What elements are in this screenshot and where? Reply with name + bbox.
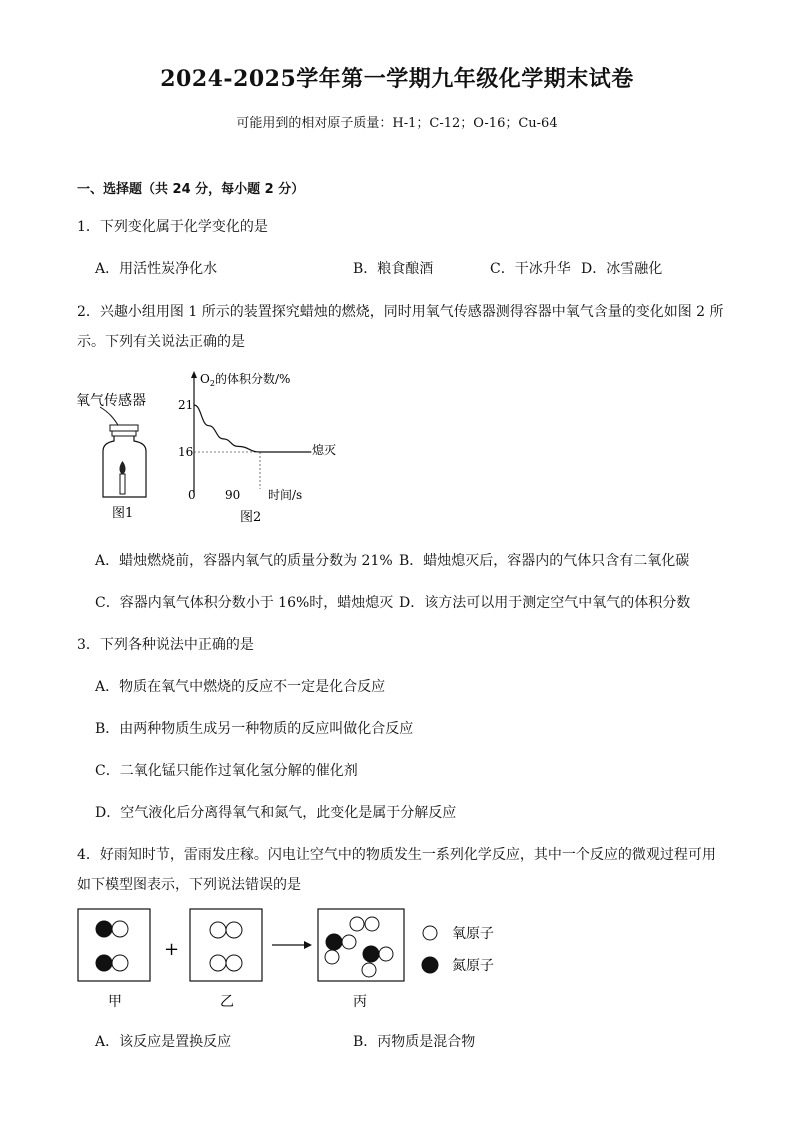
question-3-stem: 3．下列各种说法中正确的是: [77, 637, 254, 653]
question-4-option-a: A．该反应是置换反应: [95, 1034, 232, 1050]
page-subtitle: 可能用到的相对原子质量：H-1；C-12；O-16；Cu-64: [236, 116, 558, 131]
question-2-option-d: D．该方法可以用于测定空气中氧气的体积分数: [399, 595, 691, 611]
candle: [120, 474, 125, 494]
oxygen-atom-icon: [210, 955, 226, 971]
oxygen-atom-icon: [112, 955, 128, 971]
nitrogen-atom-icon: [96, 921, 112, 937]
box-yi: [190, 909, 262, 981]
curve-label-extinguished: 熄灭: [312, 443, 337, 457]
question-2-option-a: A．蜡烛燃烧前，容器内氧气的质量分数为 21%: [95, 553, 393, 569]
question-1-option-d: D．冰雪融化: [581, 261, 663, 277]
reaction-arrow-head: [304, 941, 312, 949]
y-axis-arrow: [191, 371, 197, 378]
legend-oxygen-label: 氧原子: [452, 926, 494, 942]
flame-icon: [119, 461, 125, 474]
legend-nitrogen-icon: [422, 957, 438, 973]
question-1-stem: 1．下列变化属于化学变化的是: [77, 219, 268, 235]
question-3-option-b: B．由两种物质生成另一种物质的反应叫做化合反应: [95, 721, 414, 737]
oxygen-atom-icon: [342, 935, 356, 949]
oxygen-atom-icon: [350, 917, 364, 931]
sensor-cap: [110, 425, 138, 431]
oxygen-atom-icon: [365, 917, 379, 931]
question-1-option-a: A．用活性炭净化水: [95, 261, 218, 277]
question-1-option-c: C．干冰升华: [490, 261, 571, 277]
y-tick-21: 21: [178, 398, 194, 412]
figure-2-caption: 图2: [240, 510, 262, 525]
question-2-stem-line1: 2．兴趣小组用图 1 所示的装置探究蜡烛的燃烧，同时用氧气传感器测得容器中氧气含量的变化如图 2 所: [77, 304, 724, 320]
question-3-option-d: D．空气液化后分离得氧气和氮气，此变化是属于分解反应: [95, 805, 457, 821]
nitrogen-atom-icon: [326, 934, 342, 950]
box-label-yi: 乙: [220, 994, 234, 1010]
oxygen-atom-icon: [226, 955, 242, 971]
x-tick-0: 0: [188, 488, 196, 502]
oxygen-atom-icon: [325, 950, 339, 964]
box-label-jia: 甲: [108, 994, 122, 1010]
question-1-option-b: B．粮食酿酒: [353, 261, 434, 277]
sensor-label: 氧气传感器: [76, 393, 146, 409]
oxygen-atom-icon: [210, 922, 226, 938]
nitrogen-atom-icon: [363, 946, 379, 962]
y-tick-16: 16: [178, 445, 194, 459]
question-4-stem-line1: 4．好雨知时节，雷雨发庄稼。闪电让空气中的物质发生一系列化学反应，其中一个反应的微观过程可用: [77, 847, 716, 863]
figure-1-apparatus: [70, 385, 170, 525]
legend-nitrogen-label: 氮原子: [452, 958, 494, 974]
bottle-neck: [112, 431, 136, 436]
y-axis-label: $O_2$的体积分数/%: [200, 372, 291, 388]
x-tick-90: 90: [225, 488, 241, 502]
section-heading: 一、选择题（共 24 分，每小题 2 分）: [77, 182, 305, 197]
plus-sign: +: [164, 939, 180, 960]
series-line-o2: [194, 405, 311, 452]
oxygen-atom-icon: [226, 922, 242, 938]
oxygen-atom-icon: [112, 921, 128, 937]
figure-1-caption: 图1: [112, 506, 134, 521]
box-label-bing: 丙: [353, 994, 367, 1010]
x-axis-label: 时间/s: [268, 488, 303, 502]
legend-oxygen-icon: [423, 926, 437, 940]
nitrogen-atom-icon: [96, 955, 112, 971]
question-3-option-c: C．二氧化锰只能作过氧化氢分解的催化剂: [95, 763, 358, 779]
oxygen-atom-icon: [362, 963, 376, 977]
question-2-option-c: C．容器内氧气体积分数小于 16%时，蜡烛熄灭: [95, 595, 394, 611]
sensor-lead-line: [100, 407, 118, 425]
question-2-stem-line2: 示。下列有关说法正确的是: [77, 334, 245, 350]
page-title: 2024-2025学年第一学期九年级化学期末试卷: [160, 66, 634, 92]
question-2-option-b: B．蜡烛熄灭后，容器内的气体只含有二氧化碳: [399, 553, 690, 569]
figure-2-chart: [170, 365, 340, 530]
box-jia: [78, 909, 150, 981]
oxygen-atom-icon: [379, 947, 393, 961]
question-4-option-b: B．丙物质是混合物: [353, 1034, 476, 1050]
reaction-model-figure: [70, 905, 510, 1015]
question-4-stem-line2: 如下模型图表示，下列说法错误的是: [77, 877, 301, 893]
question-3-option-a: A．物质在氧气中燃烧的反应不一定是化合反应: [95, 679, 386, 695]
